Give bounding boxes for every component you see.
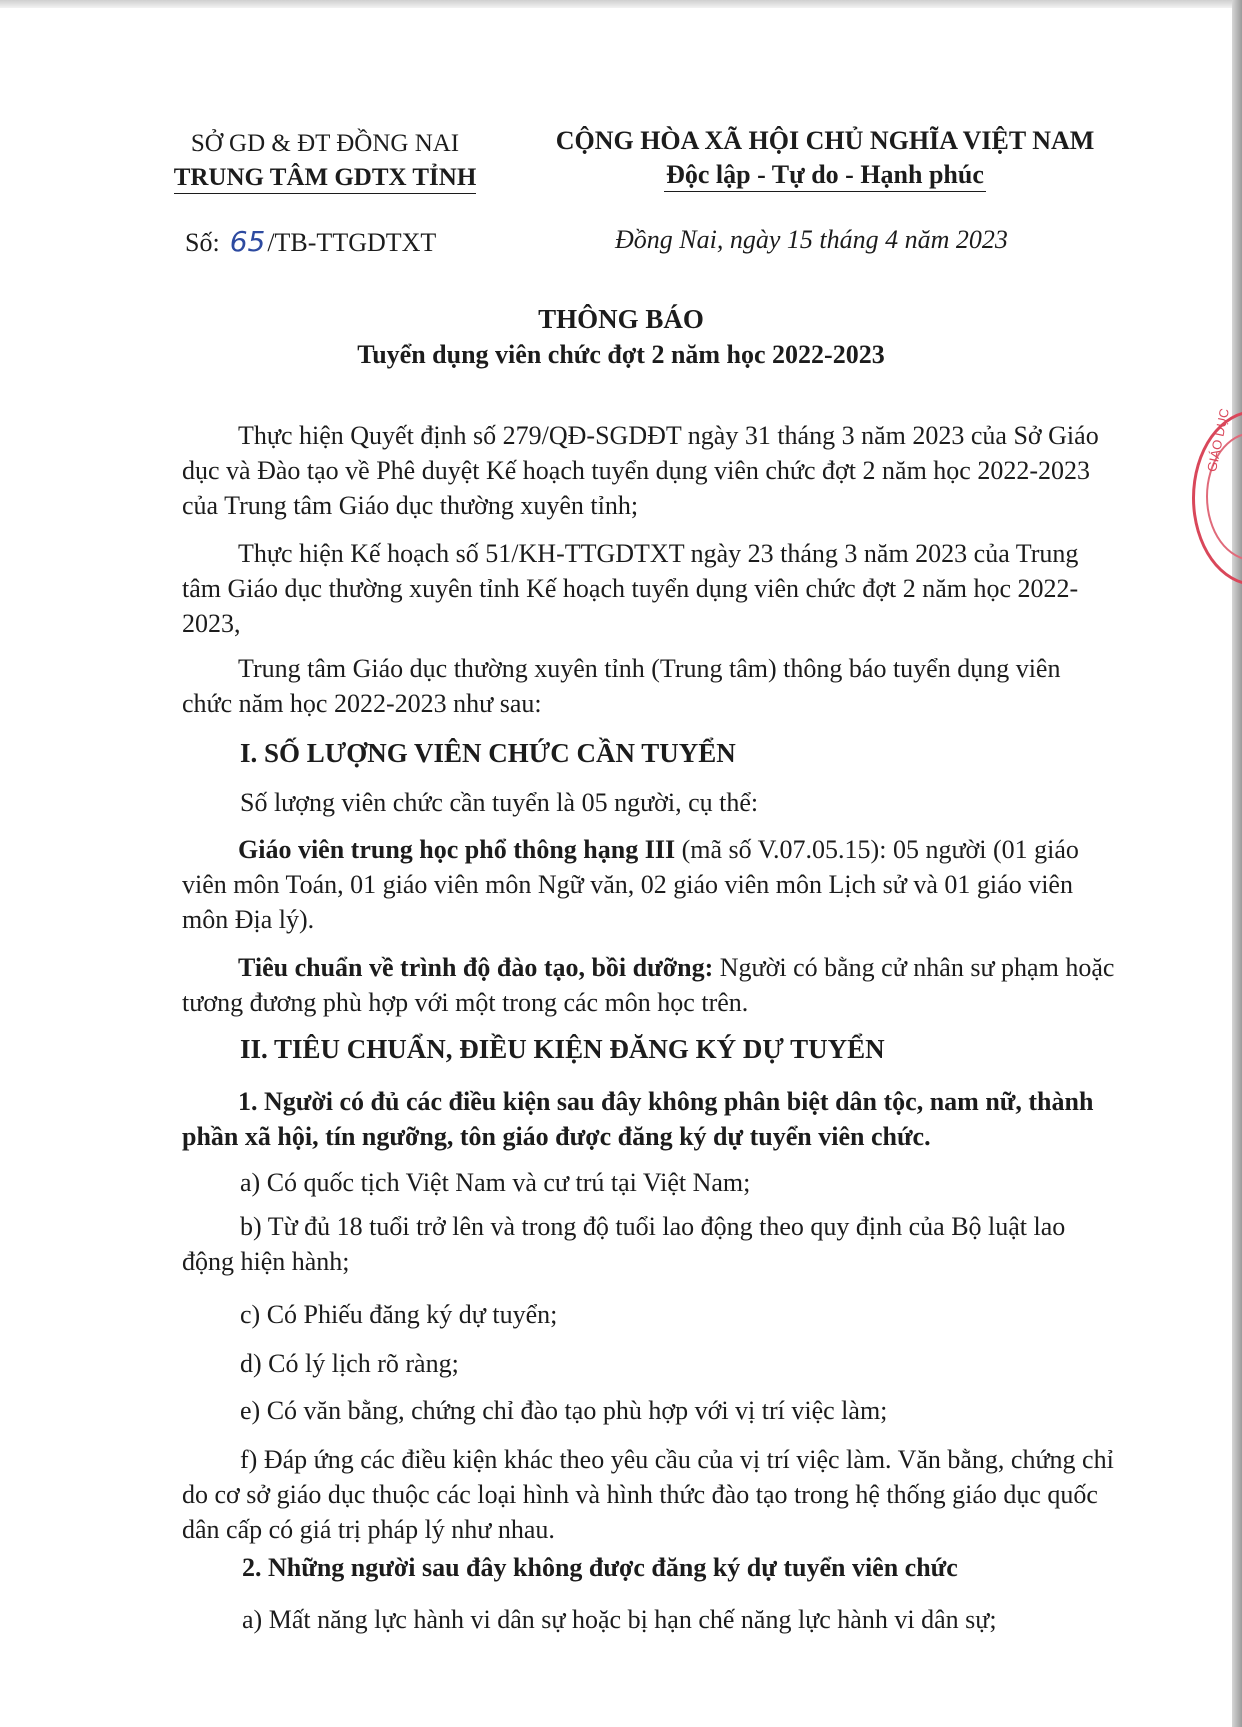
document-number-suffix: /TB-TTGDTXT [267,228,437,257]
section-2-item-2 [182,1550,1117,1585]
condition-f-text: f) Đáp ứng các điều kiện khác theo yêu cầu của vị trí việc làm. Văn bằng, chứng chỉ do cơ sở giáo dục thuộc các loại hình và hình thức đào tạo trong hệ thống giáo dục quốc dân cấp có giá trị pháp lý như nhau. [182,1445,1114,1544]
condition-e [182,1393,1117,1428]
intro-text-1: Thực hiện Quyết định số 279/QĐ-SGDĐT ngày 31 tháng 3 năm 2023 của Sở Giáo dục và Đào tạo về Phê duyệt Kế hoạch tuyển dụng viên chức đợt 2 năm học 2022-2023 của Trung tâm Giáo dục thường xuyên tỉnh; [182,421,1099,520]
section-2-title: II. TIÊU CHUẨN, ĐIỀU KIỆN ĐĂNG KÝ DỰ TUYỂN [240,1034,885,1064]
condition-c [182,1297,1117,1332]
condition-e-text: e) Có văn bằng, chứng chỉ đào tạo phù hợp với vị trí việc làm; [240,1396,888,1425]
intro-text-2: Thực hiện Kế hoạch số 51/KH-TTGDTXT ngày 23 tháng 3 năm 2023 của Trung tâm Giáo dục thường xuyên tỉnh Kế hoạch tuyển dụng viên chức đợt 2 năm học 2022-2023, [182,539,1079,638]
position-details: (mã số V.07.05.15): 05 người (01 giáo viên môn Toán, 01 giáo viên môn Ngữ văn, 02 giáo viên môn Lịch sử và 01 giáo viên môn Địa lý). [182,835,1079,934]
condition-d-text: d) Có lý lịch rõ ràng; [240,1349,459,1378]
document-number-prefix: Số: [185,228,220,257]
condition-a [182,1165,1117,1200]
section-1-heading [182,736,1117,771]
condition-a-text: a) Có quốc tịch Việt Nam và cư trú tại Việt Nam; [240,1168,751,1197]
condition-b [182,1209,1117,1279]
standard-paragraph [182,950,1117,1020]
intro-paragraph-1 [182,418,1117,523]
position-paragraph [182,832,1117,937]
scan-top-edge [0,0,1242,8]
section-2-item-2-a [182,1602,1117,1637]
document-number [185,225,436,258]
issuer-center: TRUNG TÂM GDTX TỈNH [174,163,477,194]
section-1-position [182,832,1117,937]
national-motto: Độc lập - Tự do - Hạnh phúc [664,159,986,192]
intro-paragraph-3 [182,651,1117,721]
document-title: THÔNG BÁO [538,304,704,334]
national-title: CỘNG HÒA XÃ HỘI CHỦ NGHĨA VIỆT NAM [555,126,1095,155]
document-subtitle: Tuyển dụng viên chức đợt 2 năm học 2022-2023 [357,340,885,369]
issuer-header [165,127,485,195]
condition-f [182,1442,1117,1547]
red-seal-text: GIÁO DỤC [1204,407,1233,474]
section-2-item-1-text: 1. Người có đủ các điều kiện sau đây không phân biệt dân tộc, nam nữ, thành phần xã hội, tín ngưỡng, tôn giáo được đăng ký dự tuyển viên chức. [182,1087,1094,1151]
handwritten-number: 65 [229,225,266,258]
section-1-title: I. SỐ LƯỢNG VIÊN CHỨC CẦN TUYỂN [240,738,736,768]
condition-b-text: b) Từ đủ 18 tuổi trở lên và trong độ tuổi lao động theo quy định của Bộ luật lao động hiện hành; [182,1212,1066,1276]
section-1-standard [182,950,1117,1020]
section-2-item-1 [182,1084,1117,1154]
standard-details: Người có bằng cử nhân sư phạm hoặc tương đương phù hợp với một trong các môn học trên. [182,953,1115,1017]
section-1-count-text: Số lượng viên chức cần tuyển là 05 người, cụ thể: [240,788,759,817]
condition-d [182,1346,1117,1381]
section-2-heading [182,1032,1117,1067]
section-1-count [182,785,1117,820]
intro-paragraph-2 [182,536,1117,641]
section-2-item-2-a-text: a) Mất năng lực hành vi dân sự hoặc bị hạn chế năng lực hành vi dân sự; [242,1605,997,1634]
national-header [555,124,1095,192]
position-title: Giáo viên trung học phổ thông hạng III [238,835,676,864]
condition-c-text: c) Có Phiếu đăng ký dự tuyển; [240,1300,558,1329]
issuer-department: SỞ GD & ĐT ĐỒNG NAI [190,130,460,157]
issue-date: Đồng Nai, ngày 15 tháng 4 năm 2023 [615,225,1008,254]
section-2-item-2-text: 2. Những người sau đây không được đăng ký dự tuyển viên chức [242,1553,958,1582]
intro-text-3: Trung tâm Giáo dục thường xuyên tỉnh (Trung tâm) thông báo tuyển dụng viên chức năm học 2022-2023 như sau: [182,654,1061,718]
scan-right-edge [1232,0,1242,1727]
standard-label: Tiêu chuẩn về trình độ đào tạo, bồi dưỡng: [238,953,714,982]
